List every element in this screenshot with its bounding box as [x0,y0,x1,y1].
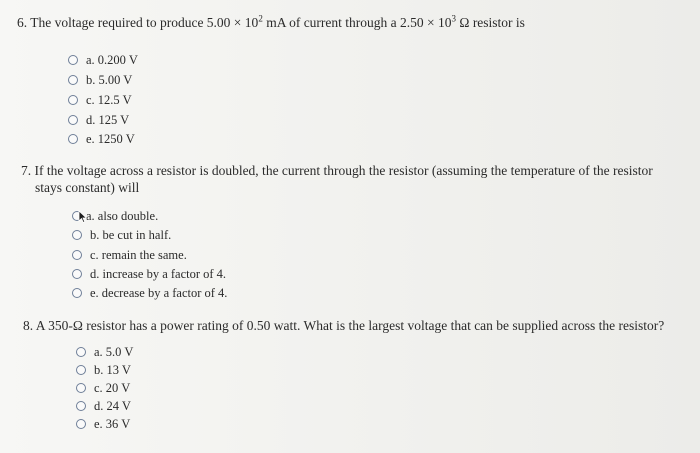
q7-option-c-label: c. remain the same. [90,247,187,262]
q8-option-c[interactable] [76,380,130,396]
radio-icon[interactable] [68,134,78,144]
question-6-text-a: 6. The voltage required to produce 5.00 × 10 [17,15,259,30]
q7-option-e[interactable] [72,285,227,301]
radio-icon[interactable] [76,347,86,357]
radio-icon[interactable] [68,55,78,65]
q7-option-b-label: b. be cut in half. [90,227,172,242]
q8-option-d[interactable] [76,398,131,414]
radio-icon[interactable] [72,230,82,240]
q7-option-a-label: a. also double. [86,208,159,223]
q8-option-e[interactable] [76,416,130,432]
q7-option-d-label: d. increase by a factor of 4. [90,266,227,281]
q6-option-d[interactable] [68,112,129,128]
question-6 [17,14,525,31]
radio-icon[interactable] [76,419,86,429]
radio-icon[interactable] [76,365,86,375]
radio-icon[interactable] [72,250,82,260]
q6-option-a-label: a. 0.200 V [86,52,138,67]
question-7-line-2: stays constant) will [35,180,140,195]
q6-option-e-label: e. 1250 V [86,131,135,146]
q6-option-b[interactable] [68,72,132,88]
radio-icon[interactable] [76,383,86,393]
question-8 [23,317,693,334]
q8-option-a[interactable] [76,344,133,360]
radio-icon[interactable] [68,75,78,85]
q6-option-a[interactable] [68,52,138,68]
radio-icon[interactable] [68,95,78,105]
q8-option-b[interactable] [76,362,131,378]
q7-option-e-label: e. decrease by a factor of 4. [90,285,228,300]
radio-icon[interactable] [72,288,82,298]
q8-option-a-label: a. 5.0 V [94,344,134,359]
q7-option-c[interactable] [72,247,187,263]
question-6-text-b: mA of current through a 2.50 × 10 [262,15,452,30]
q6-option-c[interactable] [68,92,132,108]
q6-option-b-label: b. 5.00 V [86,72,133,87]
question-6-exp-2: 3 [451,13,457,24]
q7-option-d[interactable] [72,266,226,282]
radio-icon[interactable] [68,115,78,125]
radio-icon[interactable] [76,401,86,411]
q8-option-d-label: d. 24 V [94,398,131,413]
q6-option-d-label: d. 125 V [86,112,130,127]
q8-option-b-label: b. 13 V [94,362,131,377]
mouse-cursor-icon [78,210,88,224]
question-8-line-1: 8. A 350-Ω resistor has a power rating of 0.50 watt. What is the largest voltage that can be supplied across the resistor? [23,318,665,333]
q7-option-a[interactable] [72,208,158,224]
question-6-exp-1: 2 [258,13,263,24]
q8-option-e-label: e. 36 V [94,416,131,431]
radio-icon[interactable] [72,269,82,279]
question-7-line-1: 7. If the voltage across a resistor is doubled, the current through the resistor (assuming the temperature of the resistor [21,163,653,178]
q7-option-b[interactable] [72,227,171,243]
q8-option-c-label: c. 20 V [94,380,131,395]
q6-option-e[interactable] [68,131,135,147]
question-7 [21,162,686,196]
q6-option-c-label: c. 12.5 V [86,92,132,107]
question-6-text-c: Ω resistor is [456,15,525,30]
